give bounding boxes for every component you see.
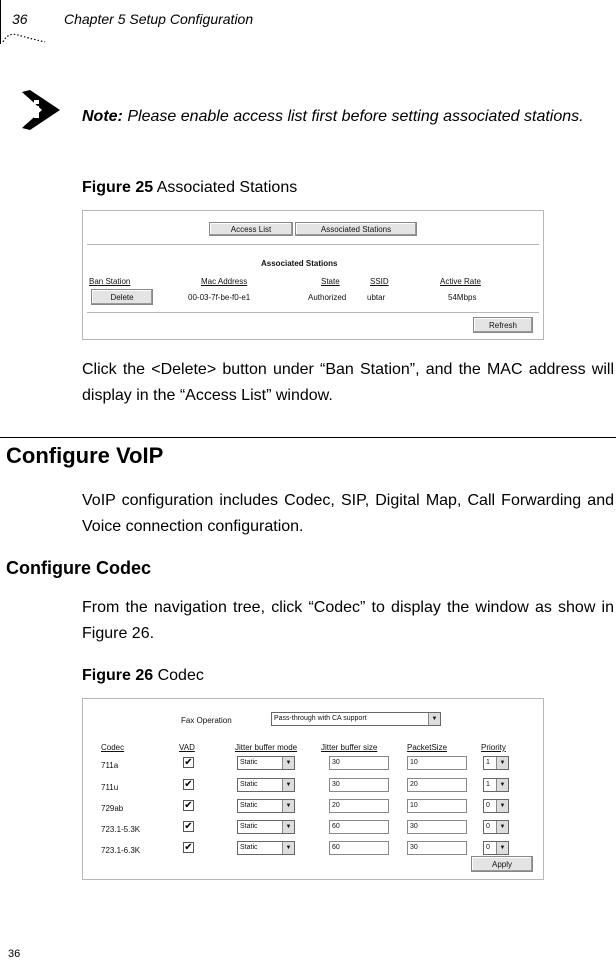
jitter-size-input[interactable]: 20 (329, 799, 389, 813)
priority-select[interactable] (483, 799, 509, 813)
jitter-mode-select[interactable] (237, 756, 295, 770)
jitter-mode-value: Static (240, 802, 258, 809)
chevron-down-icon: ▼ (496, 757, 508, 769)
col-ssid: SSID (370, 277, 389, 286)
section-title: Configure VoIP (6, 443, 164, 468)
figure-26-label: Figure 26 (82, 667, 154, 684)
priority-select[interactable] (483, 778, 509, 792)
divider (87, 312, 539, 313)
figure-25-title: Associated Stations (156, 179, 298, 196)
chevron-down-icon: ▼ (282, 757, 294, 769)
associated-stations-screenshot (82, 210, 544, 340)
tab-access-list[interactable]: Access List (209, 222, 293, 236)
chevron-down-icon: ▼ (282, 842, 294, 854)
priority-value: 0 (486, 802, 490, 809)
chevron-down-icon: ▼ (496, 800, 508, 812)
jitter-mode-select[interactable] (237, 799, 295, 813)
jitter-mode-select[interactable] (237, 820, 295, 834)
codec-name: 723.1-5.3K (101, 825, 141, 834)
codec-screenshot (82, 698, 544, 880)
subsection-title: Configure Codec (6, 558, 152, 578)
apply-button[interactable]: Apply (471, 856, 533, 872)
col-jitter-mode: Jitter buffer mode (235, 743, 298, 752)
cell-rate: 54Mbps (448, 293, 477, 302)
chevron-down-icon: ▼ (282, 821, 294, 833)
figure-25-caption (82, 179, 297, 197)
vad-checkbox[interactable]: ✔ (184, 779, 193, 790)
vad-checkbox[interactable]: ✔ (184, 757, 193, 768)
priority-select[interactable] (483, 820, 509, 834)
col-jitter-size: Jitter buffer size (321, 743, 378, 752)
packet-size-input[interactable]: 30 (407, 820, 467, 834)
jitter-size-input[interactable]: 60 (329, 820, 389, 834)
chevron-down-icon: ▼ (282, 800, 294, 812)
jitter-size-input[interactable]: 60 (329, 841, 389, 855)
section-paragraph: VoIP configuration includes Codec, SIP, Digital Map, Call Forwarding and Voice connection configuration. (82, 492, 614, 535)
packet-size-input[interactable]: 20 (407, 778, 467, 792)
chevron-down-icon: ▼ (428, 713, 440, 725)
jitter-mode-value: Static (240, 823, 258, 830)
chevron-down-icon: ▼ (496, 821, 508, 833)
header-rule (0, 0, 1, 44)
delete-instructions: Click the <Delete> button under “Ban Station”, and the MAC address will display in the “Access List” window. (82, 361, 614, 404)
col-packet-size: PacketSize (407, 743, 448, 752)
col-codec: Codec (101, 743, 125, 752)
header-decoration (2, 30, 46, 44)
divider (87, 244, 539, 245)
codec-name: 711u (101, 783, 119, 792)
jitter-mode-select[interactable] (237, 841, 295, 855)
chevron-down-icon: ▼ (282, 779, 294, 791)
col-priority: Priority (481, 743, 506, 752)
col-active-rate: Active Rate (440, 277, 481, 286)
priority-value: 1 (486, 759, 490, 766)
figure-26-title: Codec (157, 667, 204, 684)
refresh-button[interactable]: Refresh (473, 317, 533, 333)
jitter-mode-value: Static (240, 844, 258, 851)
cell-ssid: ubtar (367, 293, 386, 302)
jitter-mode-value: Static (240, 781, 258, 788)
col-mac-address: Mac Address (201, 277, 248, 286)
jitter-mode-value: Static (240, 759, 258, 766)
fax-operation-select[interactable] (271, 712, 441, 726)
fax-operation-value: Pass-through with CA support (274, 715, 367, 722)
section-rule (0, 437, 616, 438)
col-state: State (321, 277, 340, 286)
header-page-number: 36 (12, 11, 28, 27)
vad-checkbox[interactable]: ✔ (184, 800, 193, 811)
priority-select[interactable] (483, 756, 509, 770)
priority-value: 1 (486, 781, 490, 788)
packet-size-input[interactable]: 10 (407, 756, 467, 770)
priority-value: 0 (486, 823, 490, 830)
jitter-size-input[interactable]: 30 (329, 756, 389, 770)
priority-select[interactable] (483, 841, 509, 855)
vad-checkbox[interactable]: ✔ (184, 821, 193, 832)
codec-name: 729ab (101, 804, 124, 813)
vad-checkbox[interactable]: ✔ (184, 842, 193, 853)
figure-26-caption (82, 667, 204, 685)
packet-size-input[interactable]: 10 (407, 799, 467, 813)
note-body: Please enable access list first before setting associated stations. (127, 108, 584, 125)
codec-name: 723.1-6.3K (101, 846, 141, 855)
figure-25-label: Figure 25 (82, 179, 154, 196)
note-paragraph (82, 98, 614, 136)
priority-value: 0 (486, 844, 490, 851)
col-vad: VAD (179, 743, 195, 752)
associated-stations-title: Associated Stations (261, 259, 338, 268)
jitter-mode-select[interactable] (237, 778, 295, 792)
note-label: Note: (82, 108, 123, 125)
cell-mac: 00-03-7f-be-f0-e1 (188, 293, 251, 302)
packet-size-input[interactable]: 30 (407, 841, 467, 855)
chevron-down-icon: ▼ (496, 779, 508, 791)
codec-name: 711a (101, 761, 119, 770)
chevron-down-icon: ▼ (496, 842, 508, 854)
jitter-size-input[interactable]: 30 (329, 778, 389, 792)
info-icon (20, 88, 64, 132)
tab-associated-stations[interactable]: Associated Stations (295, 222, 417, 236)
footer-page-number: 36 (8, 948, 21, 960)
subsection-paragraph: From the navigation tree, click “Codec” to display the window as show in Figure 26. (82, 599, 614, 642)
header-chapter-title: Chapter 5 Setup Configuration (64, 11, 254, 27)
fax-operation-label: Fax Operation (181, 716, 232, 725)
cell-state: Authorized (308, 293, 347, 302)
delete-button[interactable]: Delete (91, 289, 153, 305)
col-ban-station: Ban Station (89, 277, 131, 286)
